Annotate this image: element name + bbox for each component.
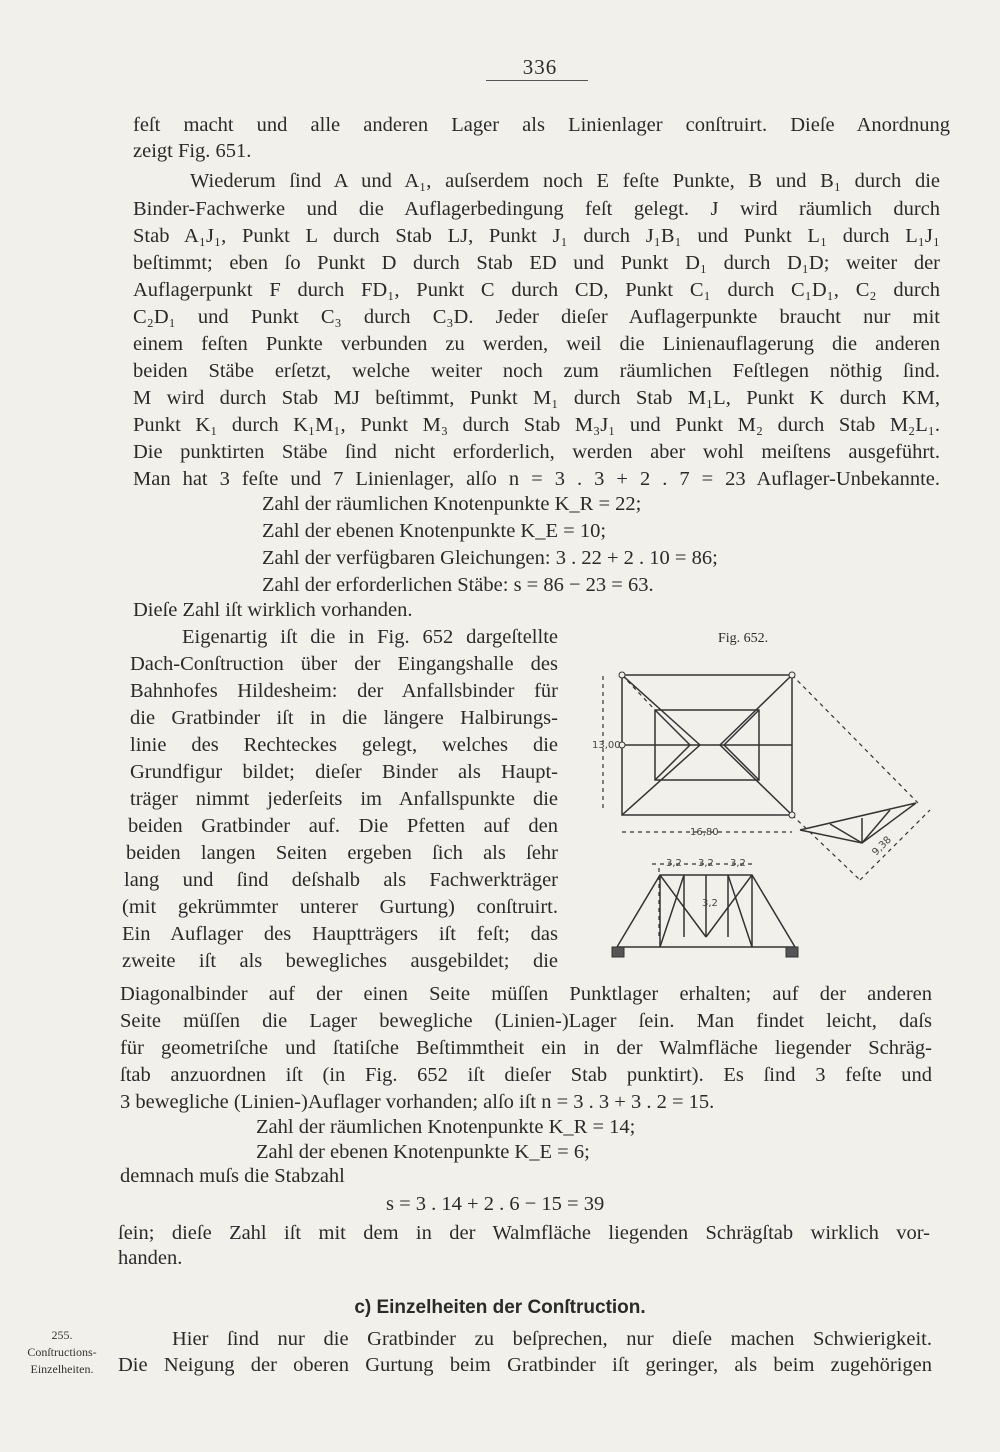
text-line: ſtab anzuordnen iſt (in Fig. 652 iſt dieſer Stab punktirt). Es ſind 3 feſte und bbox=[120, 1064, 932, 1086]
text-line: die Gratbinder iſt in die längere Halbirungs- bbox=[130, 707, 558, 729]
text-line: zeigt Fig. 651. bbox=[133, 140, 252, 162]
text-line: beiden Stäbe erſetzt, welche weiter noch zum räumlichen Feſtlegen nöthig ſind. bbox=[133, 360, 940, 382]
dim-label-segment: 3,2 bbox=[730, 858, 746, 869]
equation-line: Zahl der räumlichen Knotenpunkte K_R = 14; bbox=[256, 1116, 636, 1138]
text-line: Bahnhofes Hildesheim: der Anfallsbinder für bbox=[130, 680, 558, 702]
text-line: Grundfigur bildet; dieſer Binder als Haupt- bbox=[130, 761, 558, 783]
dim-label-vertical: 3,2 bbox=[702, 898, 718, 909]
text-line: einem feſten Punkte verbunden zu werden, weil die Linienauflagerung die anderen bbox=[133, 333, 940, 355]
text-line: Diagonalbinder auf der einen Seite müſſen Punktlager erhalten; auf der anderen bbox=[120, 983, 932, 1005]
text-line: zweite iſt als bewegliches ausgebildet; die bbox=[122, 950, 558, 972]
text-line: Dieſe Zahl iſt wirklich vorhanden. bbox=[133, 599, 413, 621]
text-line: handen. bbox=[118, 1247, 183, 1269]
text-line: (mit gekrümmter unterer Gurtung) conſtruirt. bbox=[122, 896, 558, 918]
text-line: Die Neigung der oberen Gurtung beim Gratbinder iſt geringer, als beim zugehörigen bbox=[118, 1354, 932, 1376]
text-line: Wiederum ſind A und A₁, auſserdem noch E feſte Punkte, B und B₁ durch die bbox=[190, 170, 940, 192]
text-line: 3 bewegliche (Linien-)Auflager vorhanden; alſo iſt n = 3 . 3 + 3 . 2 = 15. bbox=[120, 1091, 715, 1113]
text-line: ſein; dieſe Zahl iſt mit dem in der Walmfläche liegenden Schrägſtab wirklich vor- bbox=[118, 1222, 930, 1244]
text-line: beſtimmt; eben ſo Punkt D durch Stab ED und Punkt D₁ durch D₁D; weiter der bbox=[133, 252, 940, 274]
margin-note-line: Einzelheiten. bbox=[30, 1362, 94, 1376]
text-line: Hier ſind nur die Gratbinder zu beſprechen, nur dieſe machen Schwierigkeit. bbox=[172, 1328, 932, 1350]
text-line: Eigenartig iſt die in Fig. 652 dargeſtellte bbox=[182, 626, 558, 648]
margin-note-number: 255. bbox=[51, 1328, 73, 1342]
equation-line: Zahl der räumlichen Knotenpunkte K_R = 22; bbox=[262, 493, 642, 515]
text-line: Seite müſſen die Lager bewegliche (Linien-)Lager ſein. Man findet leicht, daſs bbox=[120, 1010, 932, 1032]
equation-line: s = 3 . 14 + 2 . 6 − 15 = 39 bbox=[386, 1193, 605, 1215]
text-line: Die punktirten Stäbe ſind nicht erforderlich, werden aber wohl meiſtens ausgeführt. bbox=[133, 441, 940, 463]
text-line: feſt macht und alle anderen Lager als Linienlager conſtruirt. Dieſe Anordnung bbox=[133, 114, 950, 136]
equation-line: Zahl der ebenen Knotenpunkte K_E = 6; bbox=[256, 1141, 590, 1163]
text-line: linie des Rechteckes gelegt, welches die bbox=[130, 734, 558, 756]
section-heading: c) Einzelheiten der Conſtruction. bbox=[354, 1297, 646, 1318]
margin-note-line: Conſtructions- bbox=[27, 1345, 97, 1359]
text-line: demnach muſs die Stabzahl bbox=[120, 1165, 345, 1187]
dim-label-segment: 3,2 bbox=[666, 858, 682, 869]
text-line: Ein Auflager des Hauptträgers iſt feſt; das bbox=[122, 923, 558, 945]
dim-label-segment: 3,2 bbox=[698, 858, 714, 869]
text-line: Man hat 3 feſte und 7 Linienlager, alſo n = 3 . 3 + 2 . 7 = 23 Auflager-Unbekannte. bbox=[133, 468, 940, 490]
equation-line: Zahl der ebenen Knotenpunkte K_E = 10; bbox=[262, 520, 607, 542]
text-line: Binder-Fachwerke und die Auflagerbedingung feſt gelegt. J wird räumlich durch bbox=[133, 198, 940, 220]
text-line: Auflagerpunkt F durch FD₁, Punkt C durch CD, Punkt C₁ durch C₁D₁, C₂ durch bbox=[133, 279, 940, 301]
page-number: 336 bbox=[522, 55, 558, 79]
text-line: beiden langen Seiten ergeben ſich als ſehr bbox=[126, 842, 558, 864]
text-line: für geometriſche und ſtatiſche Beſtimmtheit ein in der Walmfläche liegender Schräg- bbox=[120, 1037, 932, 1059]
equation-line: Zahl der erforderlichen Stäbe: s = 86 − 23 = 63. bbox=[262, 574, 654, 596]
text-line: C₂D₁ und Punkt C₃ durch C₃D. Jeder dieſer Auflagerpunkte braucht nur mit bbox=[133, 306, 940, 328]
dim-label-width: 16,80 bbox=[690, 827, 719, 838]
text-line: lang und ſind deſshalb als Fachwerkträger bbox=[124, 869, 558, 891]
text-line: Punkt K₁ durch K₁M₁, Punkt M₃ durch Stab M₃J₁ und Punkt M₂ durch Stab M₂L₁. bbox=[133, 414, 940, 436]
dim-label-height: 13,00 bbox=[592, 740, 621, 751]
text-line: träger nimmt jederſeits im Anfallspunkte die bbox=[130, 788, 558, 810]
equation-line: Zahl der verfügbaren Gleichungen: 3 . 22 + 2 . 10 = 86; bbox=[262, 547, 718, 569]
text-line: beiden Gratbinder auf. Die Pfetten auf den bbox=[128, 815, 558, 837]
text-line: Stab A₁J₁, Punkt L durch Stab LJ, Punkt J₁ durch J₁B₁ und Punkt L₁ durch L₁J₁ bbox=[133, 225, 940, 247]
text-line: M wird durch Stab MJ beſtimmt, Punkt M₁ durch Stab M₁L, Punkt K durch KM, bbox=[133, 387, 940, 409]
figure-label: Fig. 652. bbox=[718, 631, 769, 646]
text-line: Dach-Conſtruction über der Eingangshalle des bbox=[130, 653, 558, 675]
dim-label-diagonal: 9,38 bbox=[870, 834, 894, 859]
